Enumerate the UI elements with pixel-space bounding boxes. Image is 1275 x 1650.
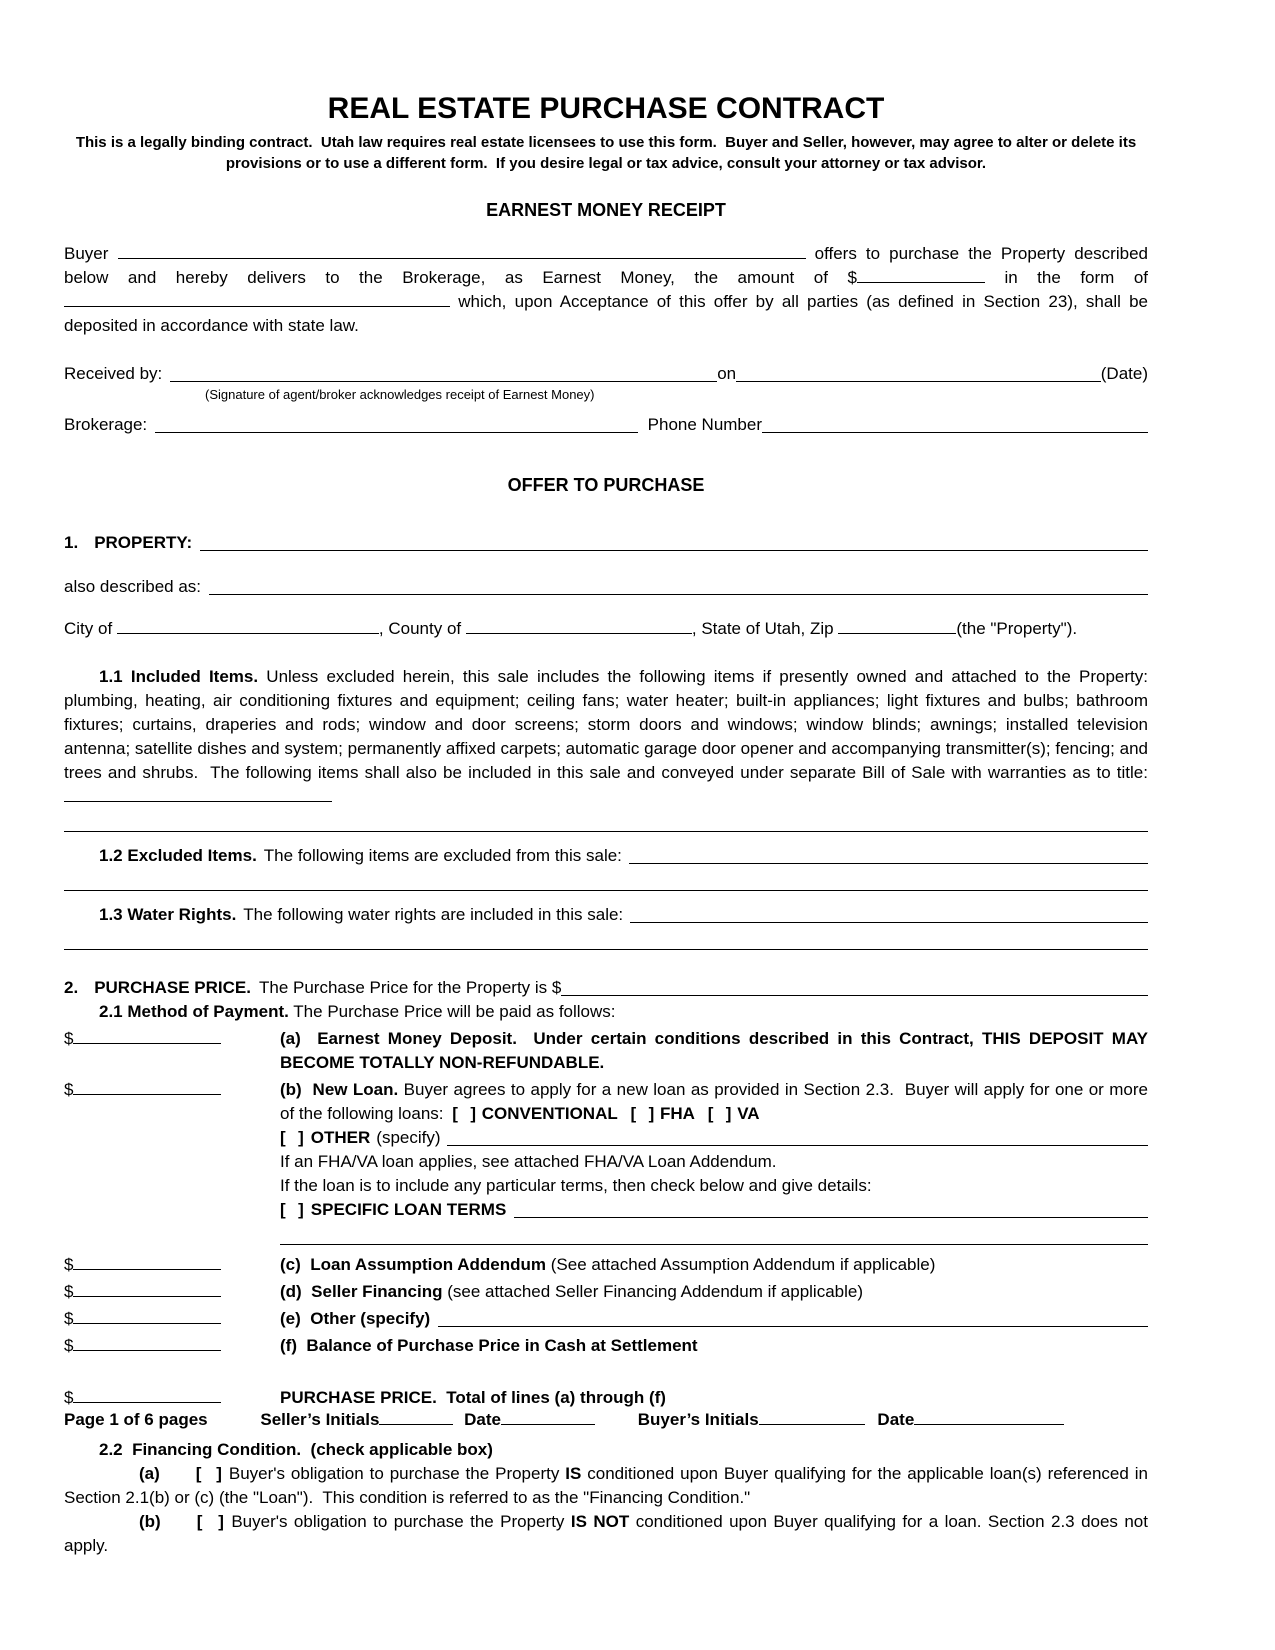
other-loan-specify-label: (specify) xyxy=(376,1128,441,1147)
excluded-items-line2-field[interactable] xyxy=(64,868,1148,891)
payment-row-c xyxy=(64,1253,1148,1277)
new-loan-text: Buyer agrees to apply for a new loan as provided in Section 2.3. Buyer will apply for one or more of the following loans: xyxy=(280,1080,1148,1123)
financing-a-is: IS xyxy=(565,1464,582,1483)
specific-loan-terms-label: SPECIFIC LOAN TERMS xyxy=(310,1200,507,1219)
financing-condition-a xyxy=(64,1462,1148,1510)
city-field[interactable] xyxy=(117,619,379,634)
brokerage-name-field[interactable] xyxy=(155,415,637,433)
county-field[interactable] xyxy=(466,619,692,634)
financing-b-is-not: IS NOT xyxy=(570,1512,630,1531)
balance-amount xyxy=(64,1334,280,1358)
method-of-payment-label: 2.1 Method of Payment. xyxy=(99,1002,289,1021)
other-specify-field[interactable] xyxy=(438,1309,1148,1327)
seller-financing-text-block xyxy=(280,1280,1148,1304)
other-loan-checkbox[interactable]: [ ] xyxy=(280,1128,305,1147)
water-rights-label: 1.3 Water Rights. xyxy=(99,905,237,924)
financing-b-post: conditioned upon Buyer qualifying for a loan. Section 2.3 does not apply. xyxy=(64,1512,1148,1555)
new-loan-amount-field[interactable] xyxy=(73,1080,221,1095)
section2-number: 2. xyxy=(64,978,79,997)
dollar-sign: $ xyxy=(64,1282,74,1301)
payment-row-f xyxy=(64,1334,1148,1358)
sellers-initials-field[interactable] xyxy=(379,1410,453,1425)
buyer-name-field[interactable] xyxy=(118,244,806,259)
property-label: PROPERTY: xyxy=(94,533,193,552)
excluded-items-field[interactable] xyxy=(629,846,1148,864)
property-suffix: (the "Property"). xyxy=(956,619,1078,638)
va-checkbox[interactable]: [ ] xyxy=(707,1104,733,1123)
loan-assumption-label: (c) Loan Assumption Addendum xyxy=(280,1255,547,1274)
received-by-row xyxy=(64,362,1148,386)
seller-financing-label: (d) Seller Financing xyxy=(280,1282,443,1301)
seller-financing-amount-field[interactable] xyxy=(73,1282,221,1297)
date-label: (Date) xyxy=(1100,364,1148,383)
page-number-label: Page 1 of 6 pages xyxy=(64,1410,208,1429)
new-loan-text-block xyxy=(280,1078,1148,1126)
water-rights-text: The following water rights are included in this sale: xyxy=(243,905,624,924)
dollar-sign: $ xyxy=(64,1336,74,1355)
property-description-field[interactable] xyxy=(209,577,1148,595)
purchase-price-row xyxy=(64,976,1148,1000)
property-address-field[interactable] xyxy=(200,533,1148,551)
excluded-items-text: The following items are excluded from this sale: xyxy=(263,846,622,865)
brokerage-label: Brokerage: xyxy=(64,415,148,434)
financing-b-pre: Buyer's obligation to purchase the Property xyxy=(231,1512,565,1531)
dollar-sign: $ xyxy=(64,1255,74,1274)
new-loan-amount xyxy=(64,1078,280,1102)
earnest-form-field[interactable] xyxy=(64,292,450,307)
fha-checkbox[interactable]: [ ] xyxy=(630,1104,656,1123)
method-of-payment-text: The Purchase Price will be paid as follows: xyxy=(293,1002,616,1021)
balance-label: (f) Balance of Purchase Price in Cash at Settlement xyxy=(280,1336,698,1355)
specific-loan-terms-row xyxy=(280,1198,1148,1222)
other-label: (e) Other (specify) xyxy=(280,1309,431,1328)
loan-terms-note: If the loan is to include any particular terms, then check below and give details: xyxy=(280,1176,872,1195)
loan-assumption-amount xyxy=(64,1253,280,1277)
fha-label: FHA xyxy=(660,1104,695,1123)
va-label: VA xyxy=(737,1104,760,1123)
other-amount xyxy=(64,1307,280,1331)
financing-a-post: conditioned upon Buyer qualifying for the applicable loan(s) referenced in Section 2.1(b) or (c) (the "Loan"). This condition is referred to as the "Financing Condition." xyxy=(64,1464,1148,1507)
new-loan-label: (b) New Loan. xyxy=(280,1080,399,1099)
specific-loan-terms-field[interactable] xyxy=(514,1200,1148,1218)
offer-to-purchase-heading: OFFER TO PURCHASE xyxy=(507,475,705,495)
buyers-initials-field[interactable] xyxy=(759,1410,865,1425)
specific-loan-terms-line2-field[interactable] xyxy=(280,1222,1148,1245)
conventional-checkbox[interactable]: [ ] xyxy=(452,1104,478,1123)
loan-assumption-text-block xyxy=(280,1253,1148,1277)
received-by-signature-field[interactable] xyxy=(170,364,717,382)
also-described-label: also described as: xyxy=(64,577,202,596)
payment-row-d xyxy=(64,1280,1148,1304)
payment-row-a xyxy=(64,1027,1148,1075)
balance-amount-field[interactable] xyxy=(73,1336,221,1351)
phone-number-label: Phone Number xyxy=(647,415,762,434)
water-rights-line2-field[interactable] xyxy=(64,927,1148,950)
seller-financing-text: (see attached Seller Financing Addendum if applicable) xyxy=(447,1282,864,1301)
signature-note: (Signature of agent/broker acknowledges receipt of Earnest Money) xyxy=(205,387,595,402)
page-footer xyxy=(64,1408,1148,1432)
received-by-label: Received by: xyxy=(64,364,163,383)
purchase-price-field[interactable] xyxy=(561,978,1148,996)
sellers-initials-label: Seller’s Initials xyxy=(260,1410,380,1429)
earnest-deposit-amount xyxy=(64,1027,280,1051)
excluded-items-row xyxy=(64,844,1148,868)
specific-loan-terms-checkbox[interactable]: [ ] xyxy=(280,1200,305,1219)
property-row xyxy=(64,531,1148,555)
included-items-line2-field[interactable] xyxy=(64,809,1148,832)
total-purchase-price-field[interactable] xyxy=(73,1388,221,1403)
new-loan-block xyxy=(280,1078,1148,1245)
section1-number: 1. xyxy=(64,533,79,552)
brokerage-phone-field[interactable] xyxy=(762,415,1148,433)
other-text-block xyxy=(280,1307,1148,1331)
financing-b-number: (b) xyxy=(139,1512,161,1531)
included-items-text: Unless excluded herein, this sale includes the following items if presently owned and attached to the Property: plumbing, heating, air conditioning fixtures and equipment; ceiling fans; water heater; built-in appliances; light fixtures and bulbs; bathroom fixtures; curtains, draperies and rods; window and door screens; storm doors and windows; window blinds; awnings; installed television antenna; satellite dishes and system; permanently affixed carpets; automatic garage door opener and accompanying transmitter(s); fencing; and trees and shrubs. The following items shall also be included in this sale and conveyed under separate Bill of Sale with warranties as to title: xyxy=(64,667,1148,782)
buyers-initials-label: Buyer’s Initials xyxy=(637,1410,759,1429)
county-label: , County of xyxy=(378,619,462,638)
purchase-price-text: The Purchase Price for the Property is $ xyxy=(259,978,562,997)
buyers-date-field[interactable] xyxy=(914,1410,1064,1425)
earnest-deposit-amount-field[interactable] xyxy=(73,1029,221,1044)
buyer-label: Buyer xyxy=(64,244,109,263)
city-county-row xyxy=(64,617,1148,641)
which-text: which, upon Acceptance of this offer by all parties (as defined in Section 23), shall be deposited in accordance with state law. xyxy=(64,292,1148,335)
earnest-amount-field[interactable] xyxy=(857,268,985,283)
other-amount-field[interactable] xyxy=(73,1309,221,1324)
form-of-text: in the form of xyxy=(1004,268,1149,287)
financing-condition-a-checkbox[interactable]: [ ] xyxy=(195,1464,223,1483)
other-loan-row xyxy=(280,1126,1148,1150)
city-label: City of xyxy=(64,619,113,638)
also-described-row xyxy=(64,575,1148,599)
sellers-date-label: Date xyxy=(464,1410,502,1429)
dollar-sign: $ xyxy=(64,1388,74,1407)
received-date-field[interactable] xyxy=(736,364,1101,382)
other-specify-row xyxy=(280,1307,1148,1331)
water-rights-row xyxy=(64,903,1148,927)
other-loan-label: OTHER xyxy=(310,1128,371,1147)
financing-a-number: (a) xyxy=(139,1464,160,1483)
loan-assumption-amount-field[interactable] xyxy=(73,1255,221,1270)
included-items-paragraph xyxy=(64,665,1148,809)
payment-row-e xyxy=(64,1307,1148,1331)
payment-row-b xyxy=(64,1078,1148,1245)
legal-disclaimer: This is a legally binding contract. Utah law requires real estate licensees to use this form. Buyer and Seller, however, may agree to alter or delete its provisions or to use a different form. If you desire legal or tax advice, consult your attorney or tax advisor. xyxy=(75,134,1137,172)
financing-condition-heading: 2.2 Financing Condition. (check applicable box) xyxy=(99,1440,493,1459)
page-title: REAL ESTATE PURCHASE CONTRACT xyxy=(327,92,885,125)
total-purchase-price-row xyxy=(64,1386,1148,1410)
earnest-money-paragraph xyxy=(64,242,1148,338)
dollar-sign: $ xyxy=(64,1309,74,1328)
seller-financing-amount xyxy=(64,1280,280,1304)
water-rights-field[interactable] xyxy=(630,905,1148,923)
dollar-sign: $ xyxy=(64,1029,74,1048)
zip-field[interactable] xyxy=(838,619,956,634)
loan-assumption-text: (See attached Assumption Addendum if applicable) xyxy=(550,1255,936,1274)
included-items-field[interactable] xyxy=(64,787,332,802)
total-amount xyxy=(64,1386,280,1410)
total-purchase-price-label: PURCHASE PRICE. Total of lines (a) through (f) xyxy=(280,1388,666,1407)
buyers-date-label: Date xyxy=(877,1410,915,1429)
fha-va-note: If an FHA/VA loan applies, see attached FHA/VA Loan Addendum. xyxy=(280,1152,777,1171)
purchase-price-label: PURCHASE PRICE. xyxy=(94,978,251,997)
earnest-money-receipt-heading: EARNEST MONEY RECEIPT xyxy=(486,200,726,220)
included-items-label: 1.1 Included Items. xyxy=(99,667,259,686)
sellers-date-field[interactable] xyxy=(501,1410,595,1425)
brokerage-row xyxy=(64,413,1148,437)
dollar-sign: $ xyxy=(64,1080,74,1099)
offers-text: offers to purchase the Property described below and hereby delivers to the Brokerage, as Earnest Money, the amount of $ xyxy=(64,244,1148,287)
financing-condition-b xyxy=(64,1510,1148,1558)
on-label: on xyxy=(717,364,737,383)
earnest-deposit-text: (a) Earnest Money Deposit. Under certain conditions described in this Contract, THIS DEPOSIT MAY BECOME TOTALLY NON-REFUNDABLE. xyxy=(280,1029,1148,1072)
excluded-items-label: 1.2 Excluded Items. xyxy=(99,846,257,865)
method-of-payment-row xyxy=(64,1000,1148,1024)
other-loan-specify-field[interactable] xyxy=(447,1128,1148,1146)
financing-a-pre: Buyer's obligation to purchase the Property xyxy=(228,1464,560,1483)
financing-condition-b-checkbox[interactable]: [ ] xyxy=(196,1512,225,1531)
conventional-label: CONVENTIONAL xyxy=(481,1104,618,1123)
state-zip-label: , State of Utah, Zip xyxy=(691,619,834,638)
